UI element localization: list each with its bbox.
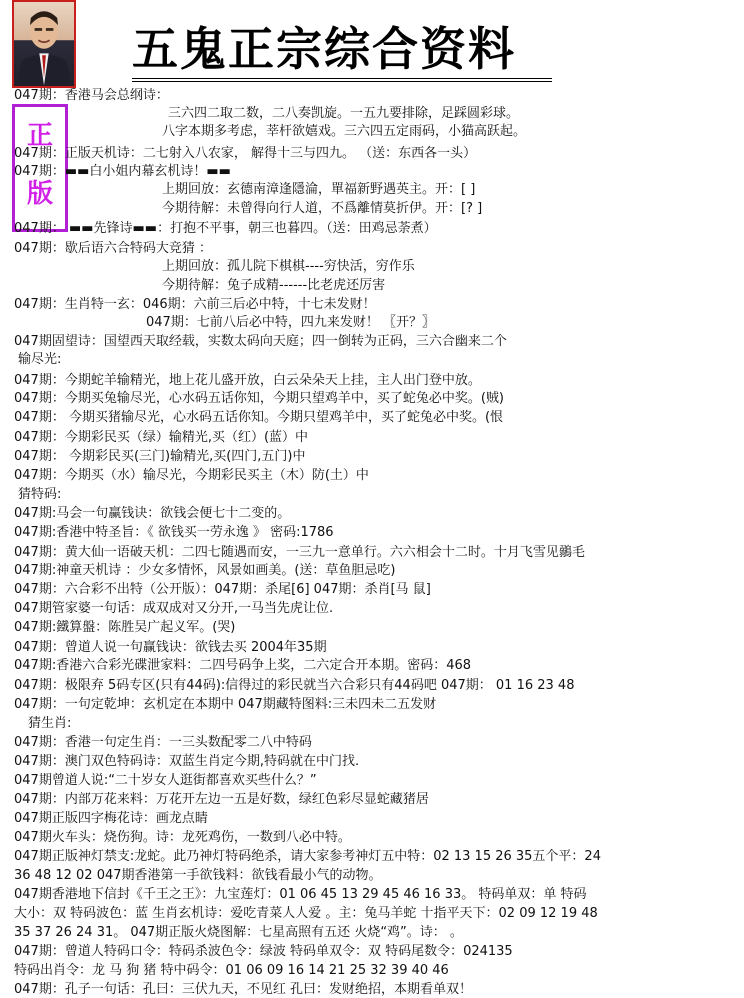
content-line: 上期回放：玄德南漳逢隱淪，單福新野遇英主。开：[ ]	[162, 182, 476, 197]
portrait-photo	[12, 0, 76, 88]
content-line: 047期：黄大仙一语破天机：二四七随遇而安，一三九一意单行。六六相会十二时。十月飞雪见鶸毛	[14, 545, 585, 560]
content-line: 输尽光:	[18, 352, 62, 367]
content-line: 八字本期多考虑，莘杆欲嬉戏。三六四五定雨码，小猫高跃起。	[162, 124, 527, 139]
portrait-figure-icon	[14, 2, 74, 86]
content-line: 特码出肖令：龙 马 狗 猪 特中码令：01 06 09 16 14 21 25 32 39 40 46	[14, 963, 449, 978]
content-line: 36 48 12 02 047期香港第一手欲钱料：欲钱看最小气的动物。	[14, 868, 382, 883]
content-line: 047期正版神灯禁支:龙蛇。此乃神灯特码绝杀，请大家参考神灯五中特：02 13 15 26 35五个平：24	[14, 849, 601, 864]
content-line: 047期曾道人说:“二十岁女人逛街都喜欢买些什么？”	[14, 773, 317, 788]
content-line: 047期：香港马会总纲诗：	[14, 88, 169, 103]
content-line: 047期：曾道人特码口令：特码杀波色令：绿波 特码单双令：双 特码尾数令：024135	[14, 944, 513, 959]
content-line: 047期：澳门双色特码诗：双蓝生肖定今期,特码就在中门找.	[14, 754, 360, 769]
content-line: 047期：今期买（水）输尽光，今期彩民买主（木）防(土）中	[14, 468, 369, 483]
content-line: 047期火车头：烧伤狗。诗：龙死鸡伤，一数到八必中特。	[14, 830, 351, 845]
stamp-char-1: 正	[26, 121, 53, 151]
content-line: 047期：一句定乾坤：玄机定在本期中 047期藏特图料:三未四未二五发财	[14, 697, 437, 712]
content-line: 047期：今期买兔输尽光，心水码五话你知，今期只望鸡羊中，买了蛇兔必中奖。(贼)	[14, 391, 504, 406]
content-line: 047期：内部万花来料：万花开左边一五是好数，绿红色彩尽显蛇藏猪居	[14, 792, 429, 807]
content-line: 047期:马会一句赢钱诀：欲钱会便七十二变的。	[14, 506, 291, 521]
content-line: 大小：双 特码波色：蓝 生肖玄机诗：爱吃青菜人人爱 。主：兔马羊蛇 十指平天下：02 09 12 19 48	[14, 906, 598, 921]
content-line: 047期:香港六合彩光碟泄家料：二四号码争上奖，二六定合开本期。密码：468	[14, 658, 472, 673]
content-line: 047期管家婆一句话：成双成对又分开,一马当先虎让位.	[14, 601, 334, 616]
page-title: 五鬼正宗综合资料	[132, 22, 516, 76]
content-line: 047期： 今期买猪输尽光，心水码五话你知。今期只望鸡羊中，买了蛇兔必中奖。(恨	[14, 410, 504, 425]
content-line: 047期：生肖特一玄：046期：六前三后必中特，十七未发财！	[14, 297, 376, 312]
content-line: 今期待解：未曾得向行人道，不爲離情莫折伊。开：[? ]	[162, 201, 483, 216]
content-line: 今期待解：兔子成精------比老虎还厉害	[162, 278, 386, 293]
content-line: 047期：今期蛇羊输精光，地上花儿盛开放，白云朵朵天上挂，主人出门登中放。	[14, 373, 481, 388]
content-line: 047期：正版天机诗：二七射入八农家， 解得十三与四九。 （送：东西各一头）	[14, 146, 477, 161]
content-line: 三六四二取二数，二八奏凯旋。一五九要排除，足踩圆彩球。	[168, 106, 520, 121]
content-line: 047期:鐵算盤：陈胜吴广起义军。(哭)	[14, 620, 236, 635]
content-line: 047期：孔子一句话：孔曰：三伏九天，不见红 孔曰：发财绝招，本期看单双！	[14, 982, 472, 997]
content-line: 上期回放：孤儿院下棋棋----穷快活，穷作乐	[162, 259, 415, 274]
content-line: 047期： 今期彩民买(三门)输精光,买(四门,五门)中	[14, 449, 306, 464]
content-line: 35 37 26 24 31。 047期正版火烧图解：七星高照有五还 火烧“鸡”。诗： 。	[14, 925, 463, 940]
content-line: 047期：极限弃 5码专区(只有44码):信得过的彩民就当六合彩只有44码吧 047期： 01 16 23 48	[14, 678, 575, 693]
content-line: 047期：歇后语六合特码大竞猜 ：	[14, 241, 212, 256]
content-line: 047期：▬▬白小姐内幕玄机诗！▬▬	[14, 164, 231, 179]
content-line: 047期：六合彩不出特（公开版）：047期：杀尾[6] 047期：杀肖[马 鼠]	[14, 582, 431, 597]
content-line: 047期：香港一句定生肖：一三头数配零二八中特码	[14, 735, 312, 750]
content-line: 047期： ▬▬先锋诗▬▬：打抱不平事，朝三也暮四。（送：田鸡忌荼煮）	[14, 221, 437, 236]
content-line: 047期：七前八后必中特，四九来发财！ 〖开？〗	[146, 315, 435, 330]
content-line: 猜生肖:	[28, 716, 72, 731]
content-line: 047期香港地下信封《千王之王》：九宝莲灯：01 06 45 13 29 45 46 16 33。 特码单双：单 特码	[14, 887, 587, 902]
content-line: 047期正版四字梅花诗：画龙点睛	[14, 811, 208, 826]
content-line: 047期：曾道人说一句赢钱诀：欲钱去买 2004年35期	[14, 640, 327, 655]
content-line: 047期：今期彩民买（绿）输精光,买（红）(蓝）中	[14, 430, 309, 445]
content-line: 猜特码:	[18, 487, 62, 502]
content-line: 047期:神童天机诗 ：少女多情怀，风景如画美。(送：草鱼胆忌吃)	[14, 563, 396, 578]
stamp-char-2: 版	[26, 179, 53, 209]
content-line: 047期固望诗：国望西天取经载，实数太码向天庭；四一倒转为正码，三六合幽来二个	[14, 334, 507, 349]
content-line: 047期:香港中特圣旨：《 欲钱买一劳永逸 》 密码:1786	[14, 525, 334, 540]
title-underline	[132, 78, 552, 82]
